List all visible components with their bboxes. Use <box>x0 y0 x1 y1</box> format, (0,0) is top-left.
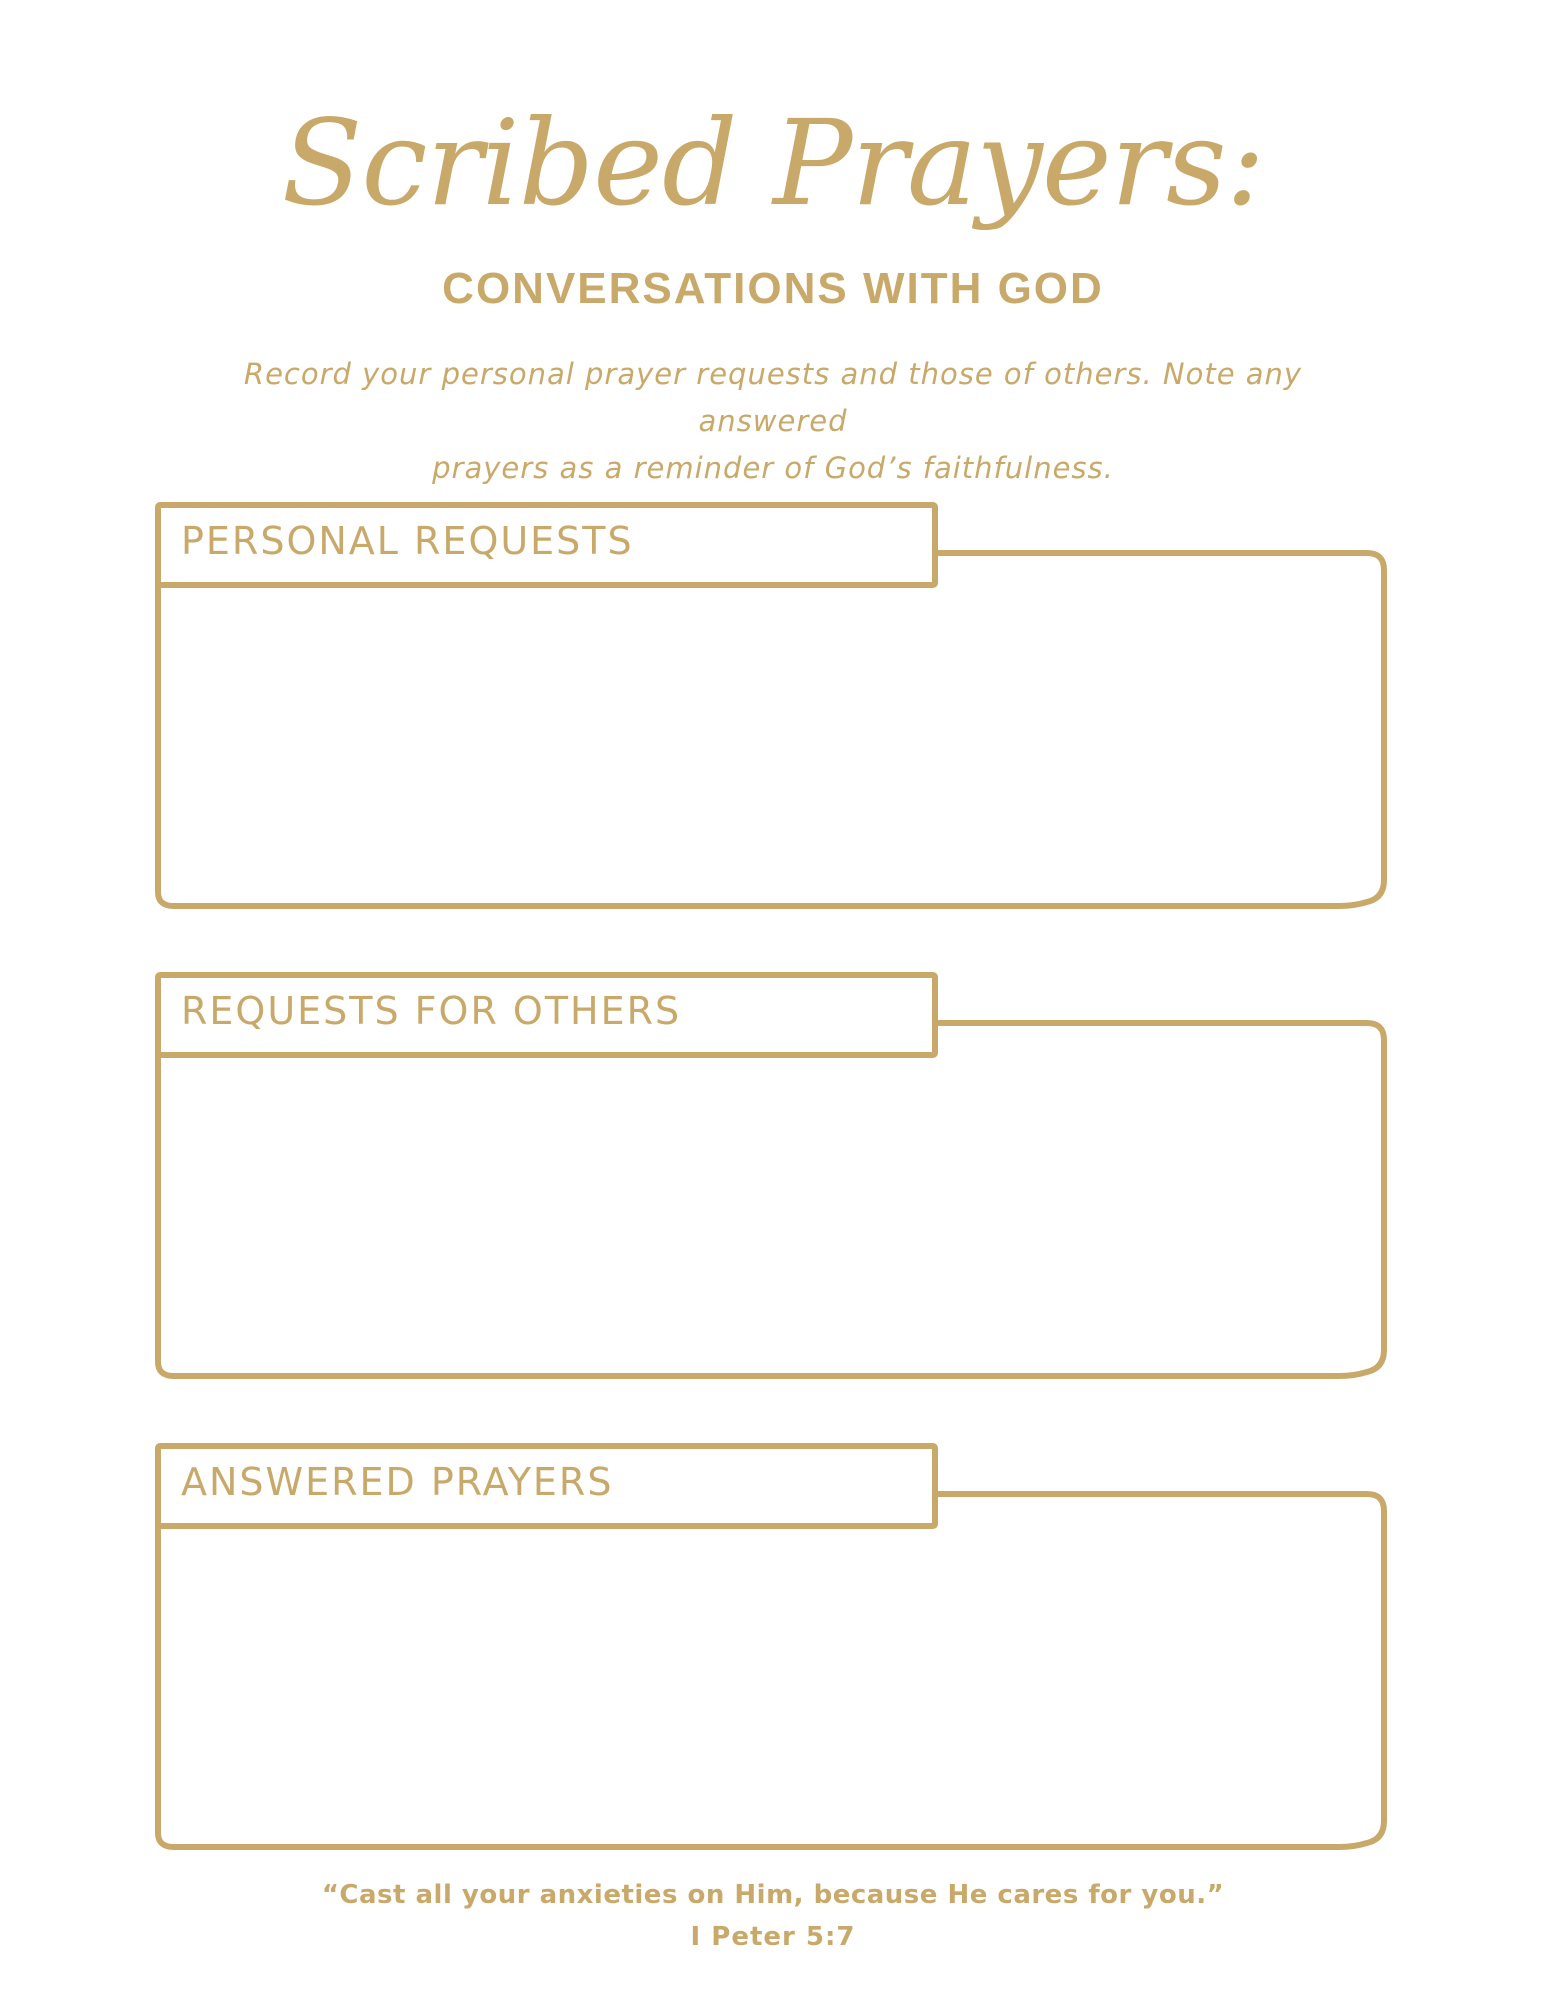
section-label: PERSONAL REQUESTS <box>181 519 634 563</box>
personal-requests-writing-area[interactable] <box>168 597 1374 892</box>
scripture-reference: I Peter 5:7 <box>690 1922 856 1952</box>
instructions-line-1: Record your personal prayer requests and those of others. Note any answered <box>243 357 1303 438</box>
page-subtitle: CONVERSATIONS WITH GOD <box>442 264 1104 313</box>
answered-prayers-section <box>154 1443 1388 1853</box>
personal-requests-section <box>154 502 1388 912</box>
requests-for-others-section <box>154 972 1388 1382</box>
page-title: Scribed Prayers: <box>281 94 1265 232</box>
instructions-line-2: prayers as a reminder of God’s faithfulness. <box>432 451 1114 485</box>
section-label: REQUESTS FOR OTHERS <box>181 989 682 1033</box>
requests-for-others-writing-area[interactable] <box>168 1067 1374 1362</box>
answered-prayers-writing-area[interactable] <box>168 1538 1374 1833</box>
section-label: ANSWERED PRAYERS <box>181 1460 614 1504</box>
scripture-quote: “Cast all your anxieties on Him, because He cares for you.” <box>321 1880 1225 1910</box>
instructions-text <box>170 351 1376 492</box>
